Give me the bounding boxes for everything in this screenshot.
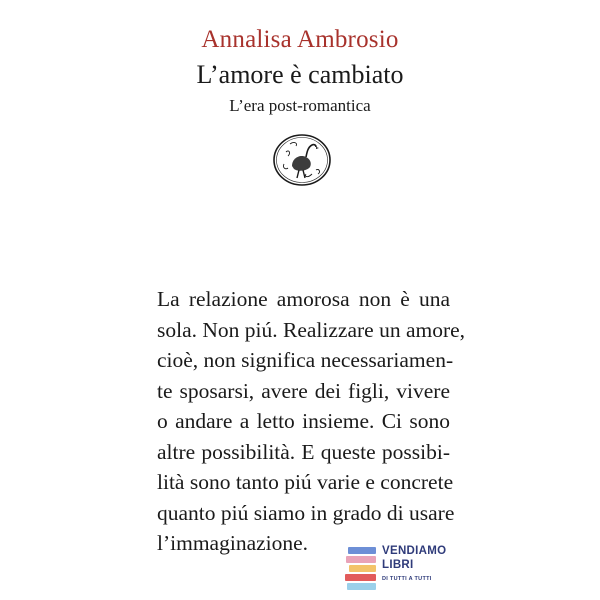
blurb-line: La relazione amorosa non è una [157, 287, 450, 311]
blurb-line: lità sono tanto piú varie e concrete [157, 470, 454, 494]
blurb-line: quanto piú siamo in grado di usare [157, 500, 455, 525]
blurb-line: te sposarsi, avere dei figli, vivere [157, 378, 450, 403]
author-name: Annalisa Ambrosio [201, 26, 399, 53]
ostrich-seal-emblem-icon [272, 132, 332, 188]
blurb-line: o andare a letto insieme. Ci sono [157, 409, 450, 433]
blurb-line: cioè, non significa necessariamen- [157, 348, 454, 372]
vendiamo-libri-badge [344, 541, 447, 591]
badge-line-2: LIBRI [382, 559, 414, 571]
badge-line-3: DI TUTTI A TUTTI [382, 576, 432, 582]
blurb-text [157, 284, 466, 559]
blurb-line: sola. Non piú. Realizzare un amore, [157, 317, 466, 342]
book-stack-logo-icon [344, 541, 378, 591]
blurb-line: altre possibilità. E queste possibi- [157, 439, 450, 464]
book-title: L’amore è cambiato [196, 60, 404, 89]
book-subtitle: L’era post-romantica [229, 96, 371, 115]
blurb-line: l’immaginazione. [157, 531, 309, 555]
badge-line-1: VENDIAMO [382, 545, 447, 557]
